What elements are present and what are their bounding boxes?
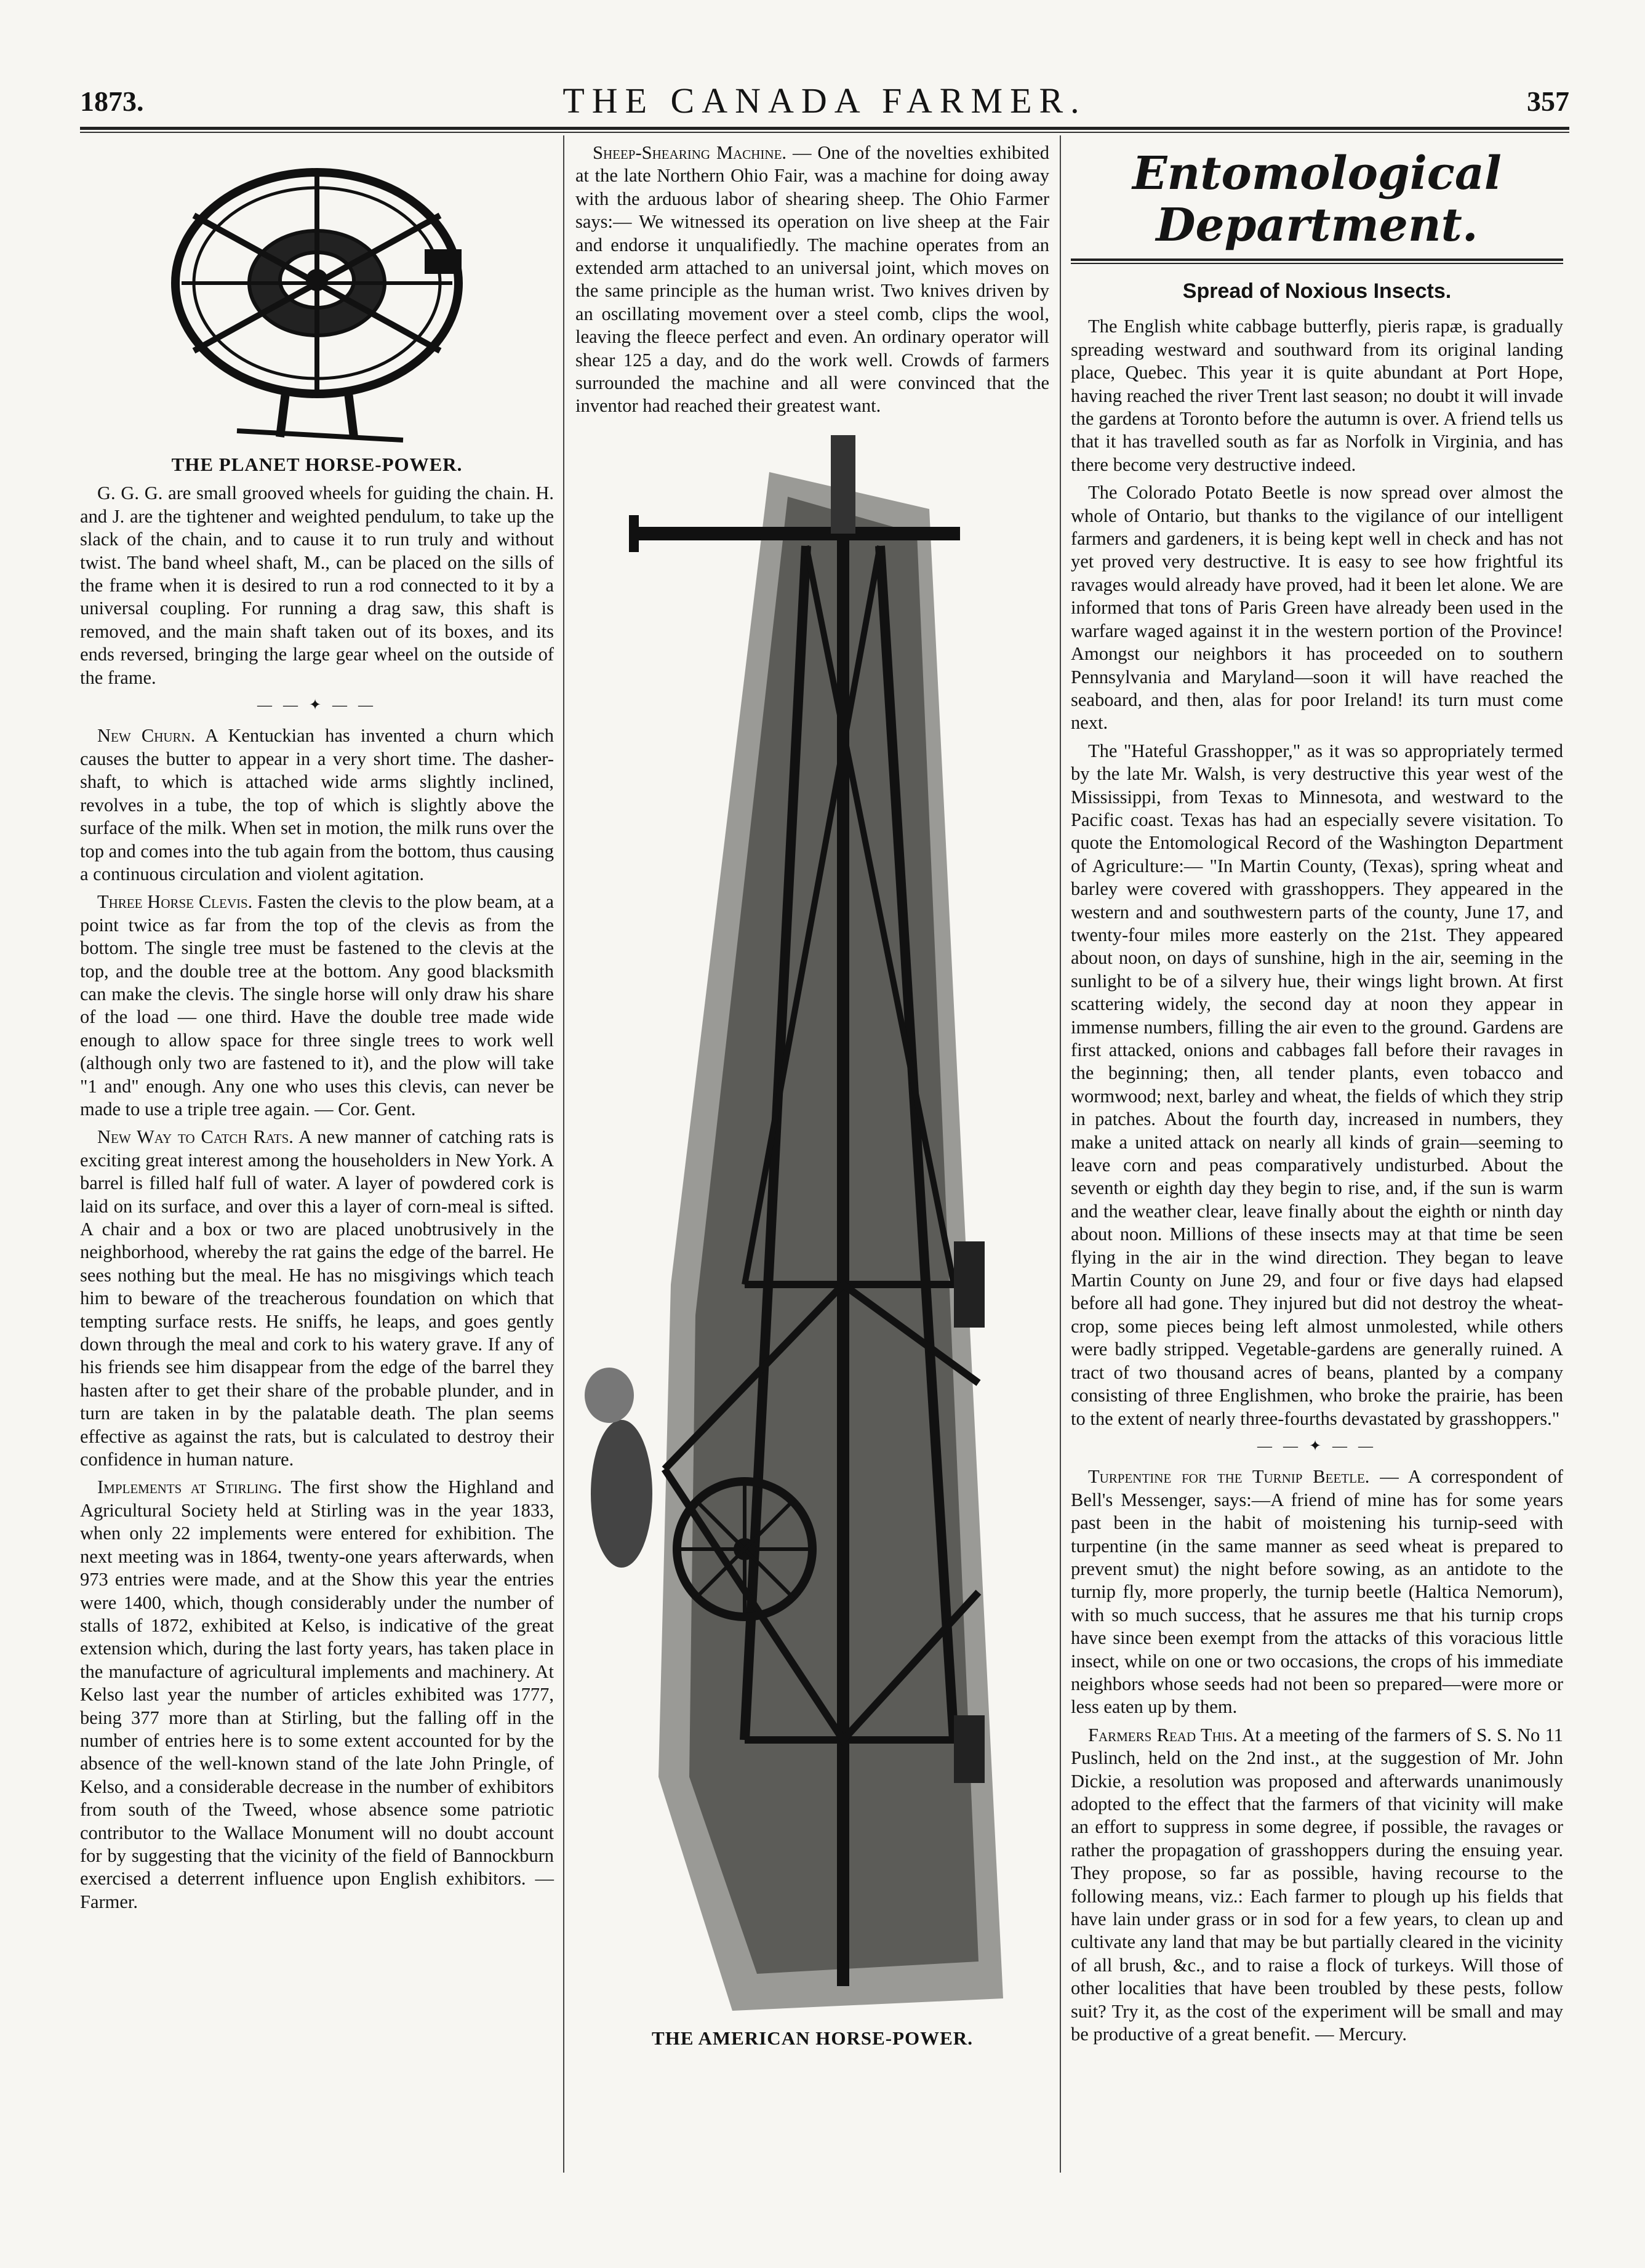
article-lead: Sheep-Shearing Machine. bbox=[593, 142, 787, 163]
american-horse-power-caption: THE AMERICAN HORSE-POWER. bbox=[652, 2027, 973, 2049]
masthead-title: THE CANADA FARMER. bbox=[562, 81, 1087, 121]
planet-horse-power-figure bbox=[80, 142, 554, 449]
article-lead: Three Horse Clevis. bbox=[97, 891, 253, 913]
article-body: The first show the Highland and Agricultural Society held at Stirling was in the year 1833, when only 22 implements were entered for exhibition. The next meeting was in 1864, twenty-one years afterwards, when 973 entries were made, and at the Show this year the entries were 1400, which, though considerably under the number of stalls of 1872, exhibited at Kelso, is indicative of the great extension which, during the last forty years, has taken place in the manufacture of agricultural implements and machinery. At Kelso last year the number of articles exhibited was 1777, being 377 more than at Stirling, but the falling off in the number of entries here is to some extent accounted for by the absence of the well-known stand of the late John Pringle, of Kelso, and a considerable decrease in the number of exhibitors from south of the Tweed, whose absence some patriotic contributor to the Wallace Monument will no doubt account for by suggesting that the vicinity of the field of Bannockburn exercised a deterrent influence upon English exhibitors. — Farmer. bbox=[80, 1477, 554, 1912]
article-lead: New Churn. bbox=[97, 725, 196, 747]
department-title: Entomological Department. bbox=[1132, 147, 1502, 252]
article-body: — One of the novelties exhibited at the late Northern Ohio Fair, was a machine for doing away with the arduous labor of shearing sheep. The Ohio Farmer says:— We witnessed its operation on live sheep at the Fair and endorse it unqualifiedly. The machine operates from an extended arm attached to an universal joint, which moves on the same principle as the human wrist. Two knives driven by an oscillating movement over a steel comb, clips the wool, leaving the fleece perfect and even. An ordinary operator will shear 125 a day, and do the work well. Crowds of farmers surrounded the machine and all were convinced that the inventor had reached their greatest want. bbox=[575, 142, 1050, 417]
article-body: A new manner of catching rats is exciting great interest among the householders in New York. A barrel is filled half full of water. A layer of powdered cork is laid on its surface, and over this a layer of corn-meal is sifted. A chair and a box or two are placed unobtrusively in the neighborhood, whereby the rat gains the edge of the barrel. He sees nothing but the meal. He has no misgivings which teach him to beware of the treacherous foundation on which that tempting surface rests. He sniffs, he leaps, and goes gently down through the meal and cork to his watery grave. If any of his friends see him disappear from the edge of the barrel they hasten after to get their share of the probable plunder, and in turn are taken in by the palatable death. The plan seems effective as against the rats, but is calculated to destroy their confidence in human nature. bbox=[80, 1126, 554, 1470]
article-paragraph: The English white cabbage butterfly, pieris rapæ, is gradually spreading westward and southward from its original landing place, Quebec. This year it is quite abundant at Port Hope, having reached the river Trent last season; no doubt it will invade the gardens at Toronto before the autumn is over. A friend tells us that it has travelled south as far as Norfolk in Virginia, and has there become very destructive indeed. bbox=[1071, 316, 1563, 475]
article-sheep-shearing bbox=[575, 142, 1049, 418]
article-lead: New Way to Catch Rats. bbox=[97, 1126, 294, 1148]
header-rule-thin bbox=[80, 132, 1569, 133]
left-column bbox=[80, 142, 554, 1918]
article-title: Spread of Noxious Insects. bbox=[1182, 279, 1452, 303]
article-farmers-read-this bbox=[1071, 1724, 1563, 2046]
article-catch-rats bbox=[80, 1126, 554, 1471]
planet-description: G. G. G. are small grooved wheels for guiding the chain. H. and J. are the tightener and weighted pendulum, to take up the slack of the chain, and to cause it to run truly and without twist. The band wheel shaft, M., can be placed on the sills of the frame when it is desired to run a rod connected to it by a universal coupling. For running a drag saw, this shaft is removed, and the main shaft taken out of its boxes, and its ends reversed, bringing the large gear wheel on the outside of the frame. bbox=[80, 483, 554, 688]
article-three-horse-clevis bbox=[80, 891, 554, 1121]
article-paragraph: The "Hateful Grasshopper," as it was so appropriately termed by the late Mr. Walsh, is very destructive this year west of the Mississippi, from Texas to Minnesota, and westward to the Pacific coast. Texas has had an especially severe visitation. To quote the Entomological Record of the Washington Department of Agriculture:— "In Martin County, (Texas), spring wheat and barley were covered with grasshoppers. They appeared in the western and and southwestern parts of the county, June 17, and twenty-four miles more easterly on the 21st. They appeared about noon, on days of sunshine, high in the air, seeming in the sunlight to be of a silvery hue, their wings light brown. At first scattering widely, the second day at noon they appear in immense numbers, filling the air even to the ground. Gardens are first attacked, onions and cabbages fall before their ravages in the beginning; then, all tender plants, even tobacco and wormwood; next, barley and wheat, the fields of which they strip in patches. About the fourth day, increased in numbers, they make a united attack on nearly all kinds of grain—seeming to leave corn and peas comparatively undisturbed. About the seventh or eighth day they begin to rise, and, if the sun is warm and the weather clear, leave finally about the eighth or ninth day about noon. Millions of these insects may at that time be seen flying in the air in the wind direction. They began to leave Martin County on June 29, and four or five days had elapsed before all had gone. They injured but did not destroy the wheat-crop, some pieces being left almost unmolested, while others were badly stripped. Vegetable-gardens are generally ruined. A tract of two thousand acres of beans, planted by a company consisting of three Englishmen, who broke the prairie, has been to the extent of nearly three-fourths devastated by grasshoppers." bbox=[1071, 740, 1563, 1429]
american-horse-power-illustration bbox=[585, 423, 1040, 2023]
article-lead: Turpentine for the Turnip Beetle. bbox=[1088, 1466, 1370, 1488]
page-header bbox=[80, 80, 1569, 123]
department-rule bbox=[1071, 258, 1563, 261]
article-body: At a meeting of the farmers of S. S. No 11 Puslinch, held on the 2nd inst., at the suggestion of Mr. John Dickie, a resolution was proposed and afterwards unanimously adopted to the effect that the farmers of that vicinity will make an effort to suppress in some degree, if possible, the ravages or rather the propagation of grasshoppers during the ensuing year. They propose, so far as possible, having recourse to the following means, viz.: Each farmer to plough up his fields that have lain under grass or in sod for a few years, to clean up and cultivate any land that may be but partially cleared in the vicinity of all brush, &c., and to raise a flock of turkeys. Will those of other localities that have been troubled by these pests, follow suit? Try it, as the cost of the experiment will be small and may be productive of a great benefit. — Mercury. bbox=[1071, 1724, 1563, 2045]
section-separator: — — ✦ — — bbox=[1257, 1438, 1377, 1454]
planet-horse-power-caption: THE PLANET HORSE-POWER. bbox=[171, 454, 463, 475]
issue-year: 1873. bbox=[80, 86, 144, 117]
article-lead: Farmers Read This. bbox=[1088, 1724, 1238, 1745]
article-paragraph: The Colorado Potato Beetle is now spread over almost the whole of Ontario, but thanks to the vigilance of our intelligent farmers and gardeners, it is being kept well in check and has not yet proved very destructive. It is easy to see how frightful its ravages would already have proved, had it been let alone. We are informed that tons of Paris Green have already been used in the warfare waged against it in the western portion of the Province! Amongst our neighbors it has proceeded on to southern Pennsylvania and Maryland—soon it will have reached the seaboard, and then, alas for poor Ireland! its turn must come next. bbox=[1071, 482, 1563, 734]
article-body: Fasten the clevis to the plow beam, at a point twice as far from the top of the clevis as from the bottom. The single tree must be fastened to the clevis at the top, and the double tree at the bottom. Any good blacksmith can make the clevis. The single horse will only draw his share of the load — one third. Have the double tree made wide enough to allow space for three single trees to work well (although only two are fastened to it), and the plow will take "1 and" enough. Any one who uses this clevis, can never be made to use a triple tree again. — Cor. Gent. bbox=[80, 891, 554, 1120]
middle-column bbox=[575, 142, 1049, 2056]
article-lead: Implements at Stirling. bbox=[97, 1477, 282, 1498]
american-horse-power-figure bbox=[575, 423, 1049, 2023]
right-column bbox=[1071, 142, 1563, 2051]
article-turpentine bbox=[1071, 1465, 1563, 1718]
article-implements-stirling bbox=[80, 1476, 554, 1913]
section-separator: — — ✦ — — bbox=[257, 697, 377, 714]
column-divider bbox=[563, 135, 564, 2173]
page-number: 357 bbox=[1527, 86, 1569, 117]
header-rule bbox=[80, 127, 1569, 130]
column-divider bbox=[1060, 135, 1061, 2173]
article-body: — A correspondent of Bell's Messenger, says:—A friend of mine has for some years past been in the habit of moistening his turnip-seed with turpentine (in the same manner as seed wheat is prepared to prevent smut) the night before sowing, as an antidote to the turnip fly, more properly, the turnip beetle (Haltica Nemorum), with so much success, that he assures me that his turnip crops have since been exempt from the attacks of this voracious little insect, while on one or two occasions, the crops of his immediate neighbors whose seeds had not been so prepared—were more or less eaten up by them. bbox=[1071, 1466, 1563, 1718]
article-body: A Kentuckian has invented a churn which causes the butter to appear in a very short time. The dasher-shaft, to which is attached wide arms slightly inclined, revolves in a tube, the top of which is slightly above the surface of the milk. When set in motion, the milk runs over the top and comes into the tub again from the bottom, thus causing a continuous circulation and violent agitation. bbox=[80, 725, 554, 884]
planet-horse-power-illustration bbox=[145, 142, 489, 449]
department-rule-thin bbox=[1071, 263, 1563, 264]
article-new-churn bbox=[80, 724, 554, 886]
